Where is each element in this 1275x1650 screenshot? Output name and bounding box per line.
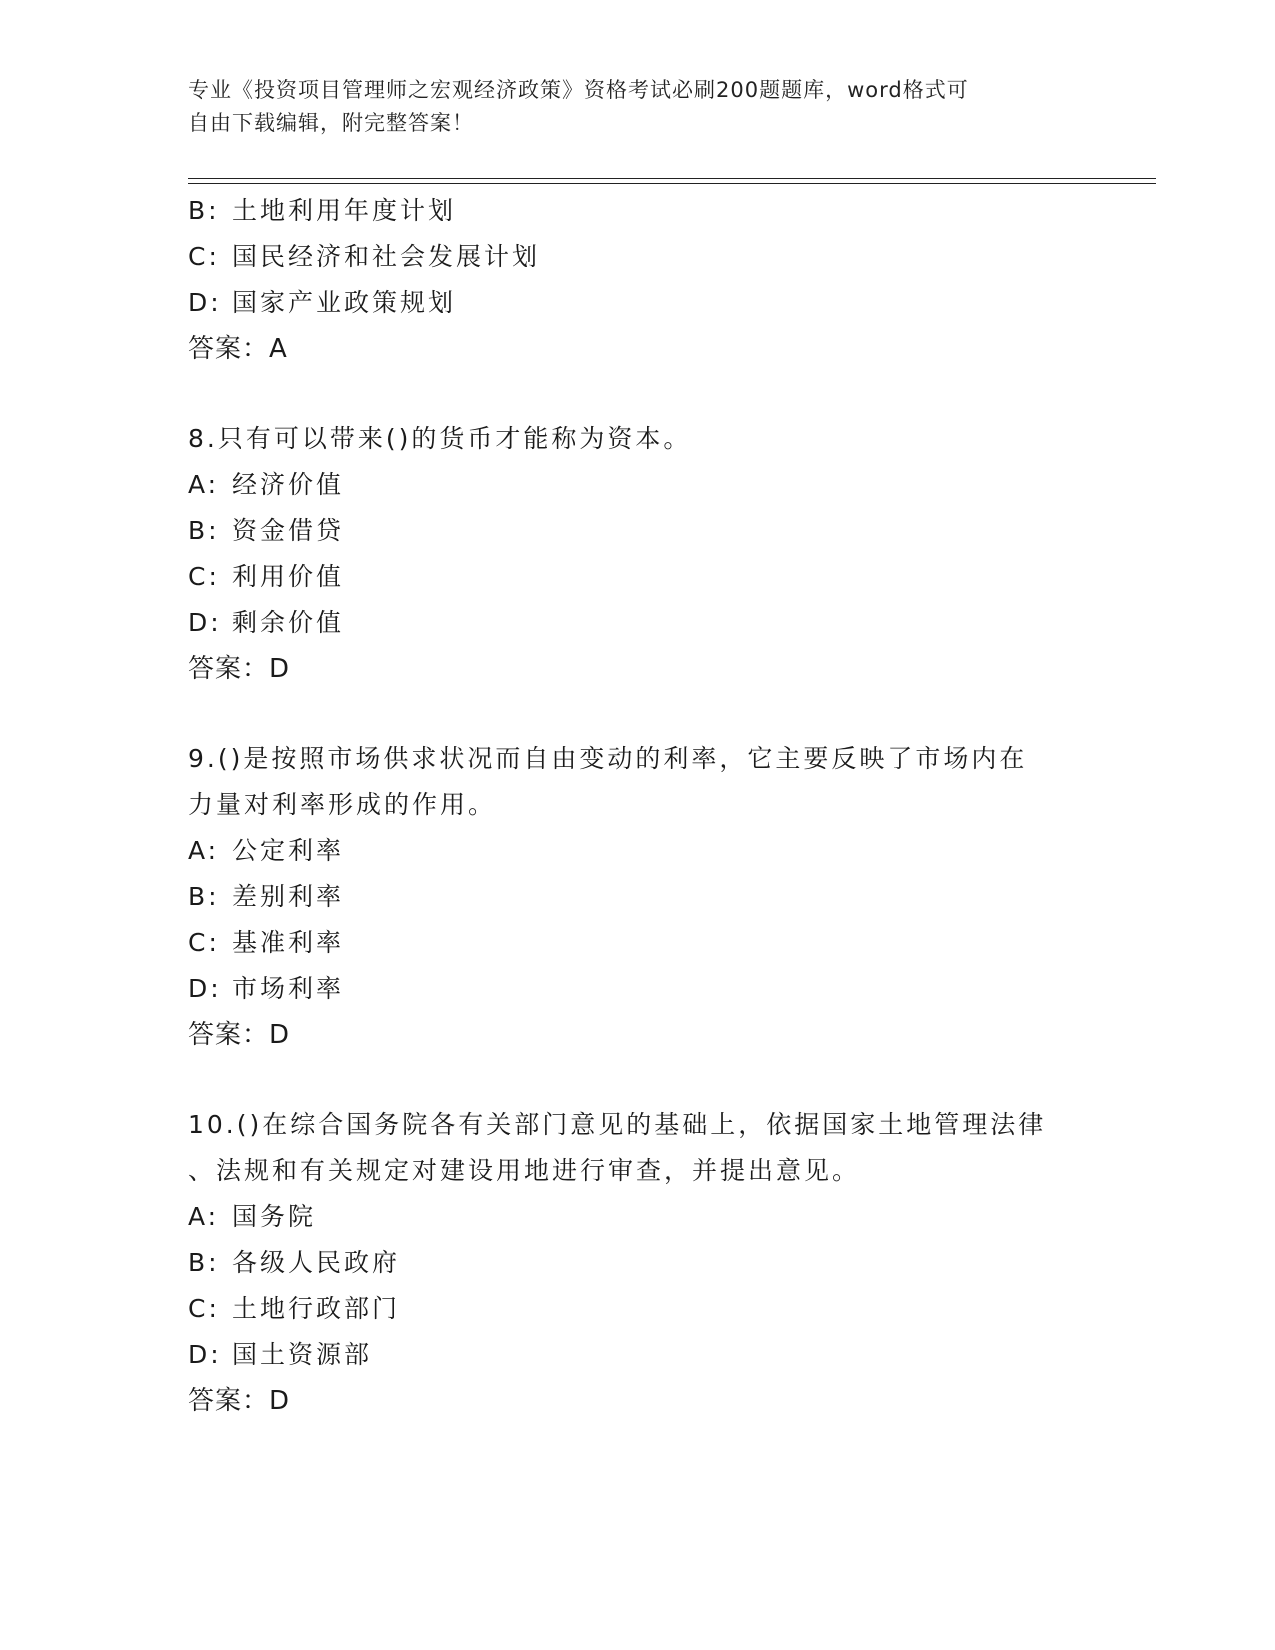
answer-line: 答案：D: [188, 654, 291, 684]
option-key: A:: [188, 836, 220, 865]
option-d: [188, 1332, 1088, 1378]
option-key: A:: [188, 1202, 220, 1231]
option-key: C:: [188, 1294, 220, 1323]
option-b: [188, 188, 1088, 234]
header-rule-top: [188, 178, 1156, 179]
option-text: 公定利率: [232, 836, 345, 865]
option-a: [188, 462, 1088, 508]
header-rule-bottom: [188, 183, 1156, 184]
option-key: B:: [188, 196, 220, 225]
option-key: D:: [188, 288, 222, 317]
question-text-continued: 力量对利率形成的作用。: [188, 790, 497, 819]
spacer: [188, 1058, 1088, 1102]
answer-line: 答案：A: [188, 334, 288, 364]
spacer: [188, 692, 1088, 736]
option-c: [188, 234, 1088, 280]
option-text: 市场利率: [232, 974, 345, 1003]
option-key: D:: [188, 974, 222, 1003]
option-key: C:: [188, 562, 220, 591]
option-b: [188, 1240, 1088, 1286]
question-10: [188, 1102, 1088, 1424]
option-b: [188, 508, 1088, 554]
option-c: [188, 920, 1088, 966]
question-content: [188, 188, 1088, 1424]
question-text: 8.只有可以带来()的货币才能称为资本。: [188, 424, 692, 453]
option-b: [188, 874, 1088, 920]
spacer: [188, 372, 1088, 416]
option-d: [188, 966, 1088, 1012]
option-text: 利用价值: [232, 562, 345, 591]
answer-line: 答案：D: [188, 1020, 291, 1050]
option-text: 国务院: [232, 1202, 317, 1231]
question-text-continued: 、法规和有关规定对建设用地进行审查，并提出意见。: [188, 1156, 861, 1185]
question-text: 9.()是按照市场供求状况而自由变动的利率，它主要反映了市场内在: [188, 744, 1028, 773]
option-key: B:: [188, 1248, 220, 1277]
option-key: C:: [188, 242, 220, 271]
option-key: D:: [188, 1340, 222, 1369]
option-key: D:: [188, 608, 222, 637]
option-key: A:: [188, 470, 220, 499]
option-c: [188, 1286, 1088, 1332]
partial-question: [188, 188, 1088, 372]
answer-line: 答案：D: [188, 1386, 291, 1416]
option-text: 国家产业政策规划: [232, 288, 457, 317]
option-a: [188, 828, 1088, 874]
header-line-1: 专业《投资项目管理师之宏观经济政策》资格考试必刷200题题库，word格式可: [188, 78, 969, 102]
option-text: 各级人民政府: [232, 1248, 401, 1277]
option-text: 经济价值: [232, 470, 345, 499]
question-text: 10.()在综合国务院各有关部门意见的基础上，依据国家土地管理法律: [188, 1110, 1047, 1139]
option-text: 剩余价值: [232, 608, 345, 637]
option-text: 国民经济和社会发展计划: [232, 242, 541, 271]
option-c: [188, 554, 1088, 600]
option-key: B:: [188, 516, 220, 545]
header-line-2: 自由下载编辑，附完整答案！: [188, 111, 474, 135]
option-d: [188, 280, 1088, 326]
option-text: 土地利用年度计划: [232, 196, 457, 225]
option-key: C:: [188, 928, 220, 957]
option-a: [188, 1194, 1088, 1240]
question-9: [188, 736, 1088, 1058]
option-text: 基准利率: [232, 928, 345, 957]
option-text: 土地行政部门: [232, 1294, 401, 1323]
option-text: 资金借贷: [232, 516, 345, 545]
option-text: 国土资源部: [232, 1340, 373, 1369]
option-key: B:: [188, 882, 220, 911]
question-8: [188, 416, 1088, 692]
document-header: [188, 74, 1068, 140]
option-d: [188, 600, 1088, 646]
option-text: 差别利率: [232, 882, 345, 911]
